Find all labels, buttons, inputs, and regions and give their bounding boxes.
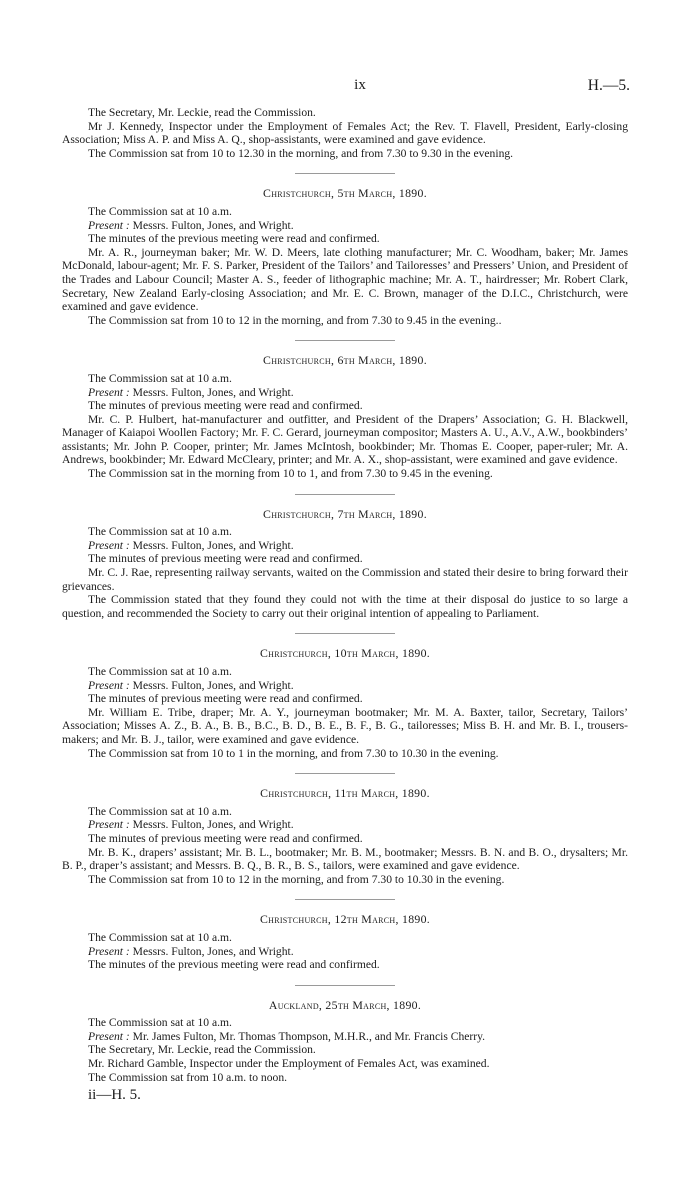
section-heading: Christchurch, 5th March, 1890. xyxy=(263,186,427,201)
section-heading: Christchurch, 7th March, 1890. xyxy=(263,506,427,521)
present-line xyxy=(62,539,628,553)
paragraph: The Commission stated that they found they could not with the time at their disposal do justice to so large a question, and recommended the Society to carry out their original intention of appealing to Parliament. xyxy=(62,593,628,620)
paragraph: The minutes of previous meeting were read and confirmed. xyxy=(88,692,363,706)
paragraph: Mr. C. P. Hulbert, hat-manufacturer and outfitter, and President of the Drapers’ Association; G. H. Blackwell, Manager of Kaiapoi Woollen Factory; Mr. F. C. Gerard, journeyman compositor; Masters A. U., A.V., A.W., bookbinders’ assistants; Mr. John P. Cooper, printer; Mr. James McIntosh, bookbinder; Mr. Thomas E. Cooper, paper-ruler; Mr. A. Andrews, bookbinder; Mr. Edward McCleary, printer; and Mr. A. X., shop-assistant, were examined and gave evidence. xyxy=(62,412,628,467)
heading-place: Christchurch xyxy=(259,912,328,927)
present-line xyxy=(62,679,628,693)
heading-place: Christchurch xyxy=(259,646,328,661)
page-number: ix xyxy=(354,77,366,93)
present-label: Present : xyxy=(88,1029,130,1043)
paragraph: The Commission sat at 10 a.m. xyxy=(88,930,232,944)
paragraph: The minutes of previous meeting were read and confirmed. xyxy=(88,399,363,413)
page-header xyxy=(60,77,630,95)
paragraph: Mr. Richard Gamble, Inspector under the Employment of Females Act, was examined. xyxy=(88,1057,490,1071)
divider xyxy=(295,633,395,634)
paragraph: Mr. C. J. Rae, representing railway servants, waited on the Commission and stated their desire to bring forward their grievances. xyxy=(62,566,628,593)
divider xyxy=(295,340,395,341)
paragraph: The Secretary, Mr. Leckie, read the Commission. xyxy=(88,106,316,119)
paragraph: The Commission sat from 10 to 12.30 in the morning, and from 7.30 to 9.30 in the evening. xyxy=(88,146,514,160)
paragraph: The minutes of the previous meeting were read and confirmed. xyxy=(88,232,380,246)
present-members: Messrs. Fulton, Jones, and Wright. xyxy=(132,385,294,399)
paragraph: The Commission sat at 10 a.m. xyxy=(88,1016,232,1030)
signature-code: ii—H. 5. xyxy=(88,1087,141,1104)
paragraph: The minutes of the previous meeting were read and confirmed. xyxy=(88,958,380,972)
paragraph: The Commission sat from 10 to 12 in the morning, and from 7.30 to 9.45 in the evening.. xyxy=(88,313,502,327)
section-heading: Christchurch, 10th March, 1890. xyxy=(259,646,431,661)
present-members: Messrs. Fulton, Jones, and Wright. xyxy=(132,944,294,958)
present-members: Messrs. Fulton, Jones, and Wright. xyxy=(132,678,294,692)
present-members: Messrs. Fulton, Jones, and Wright. xyxy=(132,538,294,552)
paragraph: The minutes of previous meeting were read and confirmed. xyxy=(88,831,363,845)
paragraph: The minutes of previous meeting were read and confirmed. xyxy=(88,552,363,566)
paragraph: The Commission sat in the morning from 10 to 1, and from 7.30 to 9.45 in the evening. xyxy=(88,467,493,481)
section-heading: Christchurch, 6th March, 1890. xyxy=(263,353,427,368)
paragraph: The Commission sat at 10 a.m. xyxy=(88,204,232,218)
paragraph: Mr. A. R., journeyman baker; Mr. W. D. Meers, late clothing manufacturer; Mr. C. Woodham, baker; Mr. James McDonald, labour-agent; Mr. F. S. Parker, President of the Tailors’ and Tailoresses’ and Pressers’ Union, and President of the Trades and Labour Council; Master A. S., feeder of lithographic machine; Mr. A. T., hairdresser; Mr. Robert Clark, Secretary, New Zealand Early-closing Association; and Mr. E. C. Brown, manager of the D.I.C., Christchurch, were examined and gave evidence. xyxy=(62,245,628,314)
divider xyxy=(295,985,395,986)
section-heading: Christchurch, 12th March, 1890. xyxy=(259,912,431,927)
present-members: Messrs. Fulton, Jones, and Wright. xyxy=(132,218,294,232)
present-label: Present : xyxy=(88,218,130,232)
present-label: Present : xyxy=(88,385,130,399)
section-heading: Christchurch, 11th March, 1890. xyxy=(260,786,430,801)
heading-date: 5th March, 1890. xyxy=(337,186,427,201)
paragraph: The Secretary, Mr. Leckie, read the Commission. xyxy=(88,1043,316,1057)
heading-date: 6th March, 1890. xyxy=(337,353,427,368)
heading-date: 25th March, 1890. xyxy=(325,997,422,1012)
present-line xyxy=(62,219,628,233)
present-line xyxy=(62,386,628,400)
paragraph: The Commission sat at 10 a.m. xyxy=(88,525,232,539)
document-body xyxy=(62,106,628,1104)
paragraph: Mr. William E. Tribe, draper; Mr. A. Y., journeyman bootmaker; Mr. M. A. Baxter, tailor, Secretary, Tailors’ Association; Misses A. Z., B. A., B. B., B.C., B. D., B. E., B. F., B. G., tailoresses; Miss B. H. and Mr. B. I., trousers-makers; and Mr. B. J., tailor, were examined and gave evidence. xyxy=(62,705,628,746)
section-heading: Auckland, 25th March, 1890. xyxy=(268,997,422,1012)
present-members: Mr. James Fulton, Mr. Thomas Thompson, M.H.R., and Mr. Francis Cherry. xyxy=(132,1029,486,1043)
paragraph: The Commission sat from 10 a.m. to noon. xyxy=(88,1070,288,1084)
heading-place: Christchurch xyxy=(263,506,331,521)
heading-date: 12th March, 1890. xyxy=(334,912,431,927)
heading-date: 11th March, 1890. xyxy=(334,786,430,801)
paragraph: The Commission sat at 10 a.m. xyxy=(88,804,232,818)
heading-place: Christchurch xyxy=(263,186,331,201)
divider xyxy=(295,494,395,495)
paragraph: The Commission sat at 10 a.m. xyxy=(88,665,232,678)
heading-date: 10th March, 1890. xyxy=(334,646,431,661)
present-members: Messrs. Fulton, Jones, and Wright. xyxy=(132,818,294,832)
heading-place: Christchurch xyxy=(263,353,331,368)
present-line xyxy=(62,1030,628,1044)
heading-date: 7th March, 1890. xyxy=(337,506,427,521)
divider xyxy=(295,173,395,174)
paragraph: The Commission sat from 10 to 12 in the morning, and from 7.30 to 10.30 in the evening. xyxy=(88,872,505,886)
heading-place: Christchurch xyxy=(260,786,329,801)
divider xyxy=(295,773,395,774)
paragraph: Mr. B. K., drapers’ assistant; Mr. B. L., bootmaker; Mr. B. M., bootmaker; Messrs. B. N. and B. O., drysalters; Mr. B. P., draper’s assistant; and Messrs. B. Q., B. R., B. S., tailors, were examined and gave evidence. xyxy=(62,845,628,873)
present-label: Present : xyxy=(88,944,130,958)
heading-place: Auckland xyxy=(268,997,319,1012)
present-line xyxy=(62,818,628,832)
paragraph: The Commission sat at 10 a.m. xyxy=(88,371,232,385)
present-line xyxy=(62,945,628,959)
present-label: Present : xyxy=(88,538,130,552)
present-label: Present : xyxy=(88,678,130,692)
document-code: H.—5. xyxy=(587,77,630,94)
paragraph: The Commission sat from 10 to 1 in the morning, and from 7.30 to 10.30 in the evening. xyxy=(88,746,499,760)
divider xyxy=(295,899,395,900)
present-label: Present : xyxy=(88,818,130,832)
paragraph: Mr J. Kennedy, Inspector under the Employment of Females Act; the Rev. T. Flavell, President, Early-closing Association; Miss A. P. and Miss A. Q., shop-assistants, were examined and gave evidence. xyxy=(62,119,628,147)
